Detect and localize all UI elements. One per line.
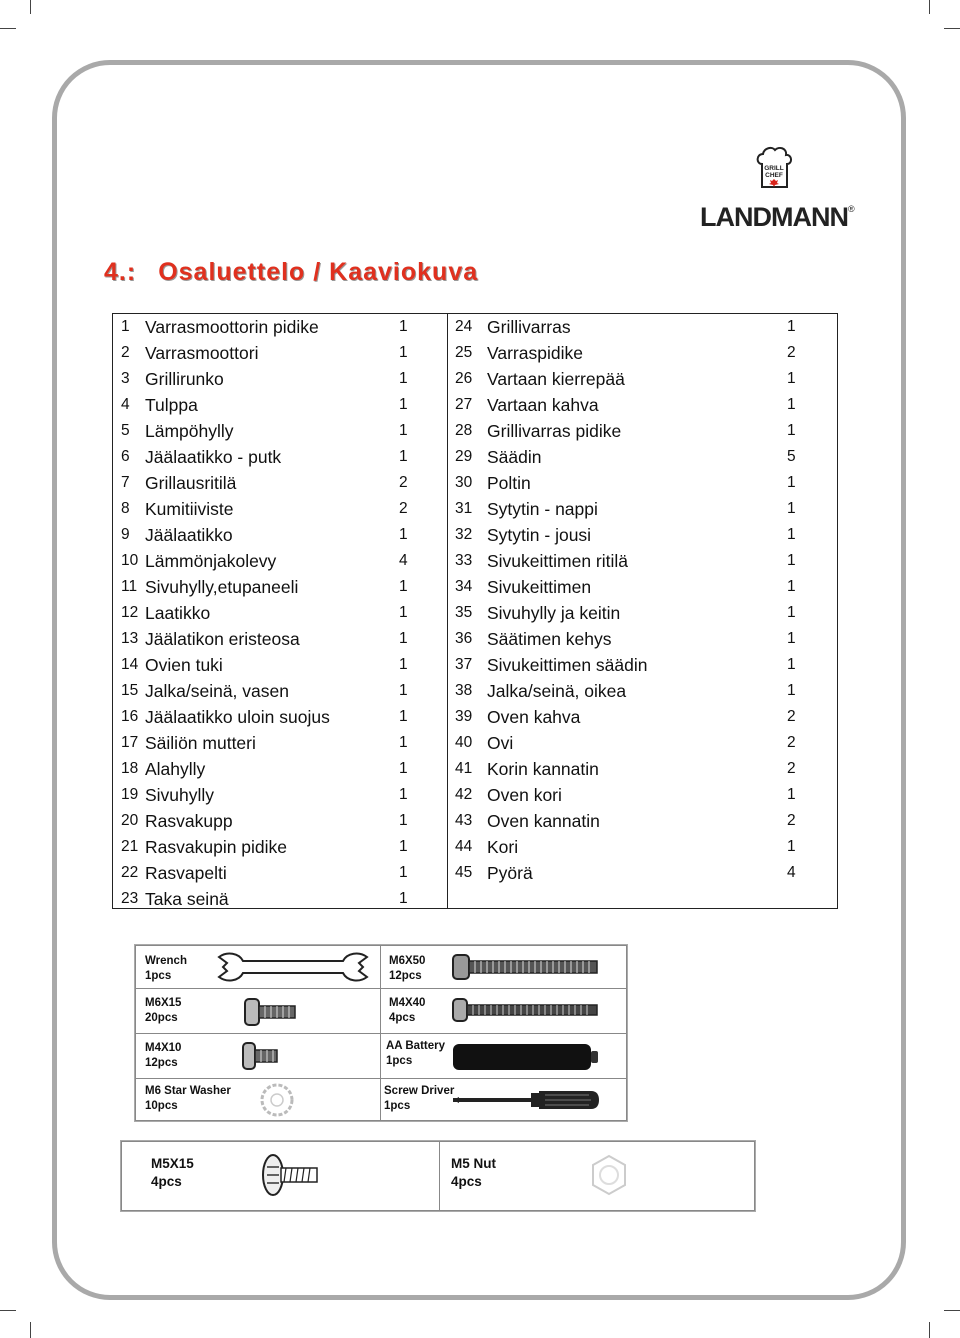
hardware-table-2 — [120, 1140, 756, 1212]
hardware-qty: 10pcs — [145, 1100, 178, 1112]
part-name: Poltin — [487, 473, 531, 493]
part-qty: 1 — [399, 370, 408, 387]
nut-icon — [589, 1153, 629, 1197]
part-name: Ovi — [487, 733, 514, 753]
hardware-qty: 12pcs — [145, 1057, 178, 1069]
part-qty: 1 — [399, 604, 408, 621]
part-qty: 2 — [787, 344, 796, 361]
hardware-name: Screw Driver — [384, 1085, 455, 1097]
crop-mark — [944, 28, 960, 29]
part-number: 18 — [121, 760, 139, 777]
table-row — [113, 860, 447, 886]
table-row — [113, 756, 447, 782]
hardware-name: M6X50 — [389, 955, 426, 967]
hardware-qty: 1pcs — [384, 1100, 411, 1112]
part-qty: 1 — [399, 344, 408, 361]
part-name: Grillivarras pidike — [487, 421, 622, 441]
hardware-name: M6X15 — [145, 997, 182, 1009]
part-number: 13 — [121, 630, 139, 647]
part-qty: 2 — [399, 500, 408, 517]
part-name: Sivuhylly ja keitin — [487, 603, 621, 623]
table-row — [447, 704, 839, 730]
chef-hat-icon — [754, 146, 794, 190]
table-row — [113, 782, 447, 808]
part-name: Säädin — [487, 447, 542, 467]
part-number: 37 — [455, 656, 473, 673]
part-qty: 1 — [399, 864, 408, 881]
small-screw-icon — [241, 1041, 281, 1071]
table-row — [113, 808, 447, 834]
part-qty: 1 — [399, 890, 408, 907]
hat-text-line2: CHEF — [765, 172, 783, 179]
page-title — [104, 258, 478, 287]
part-qty: 1 — [399, 526, 408, 543]
crop-mark — [0, 28, 16, 29]
long-screw-icon — [451, 997, 601, 1023]
part-qty: 1 — [787, 318, 796, 335]
part-name: Sivukeittimen ritilä — [487, 551, 629, 571]
part-number: 3 — [121, 370, 130, 387]
part-qty: 2 — [787, 708, 796, 725]
table-row — [113, 418, 447, 444]
hardware-label — [389, 996, 425, 1026]
table-row — [447, 730, 839, 756]
part-number: 19 — [121, 786, 139, 803]
crop-mark — [0, 1310, 16, 1311]
table-row — [447, 366, 839, 392]
table-row — [447, 834, 839, 860]
part-qty: 5 — [787, 448, 796, 465]
part-qty: 1 — [399, 448, 408, 465]
table-row — [447, 548, 839, 574]
part-qty: 4 — [787, 864, 796, 881]
table-row — [113, 366, 447, 392]
part-name: Lämmönjakolevy — [145, 551, 277, 571]
part-qty: 1 — [399, 708, 408, 725]
table-row — [447, 860, 839, 886]
table-row — [113, 496, 447, 522]
part-name: Sytytin - nappi — [487, 499, 598, 519]
part-name: Alahylly — [145, 759, 206, 779]
part-number: 14 — [121, 656, 139, 673]
part-qty: 2 — [787, 760, 796, 777]
table-row — [113, 600, 447, 626]
hardware-qty: 4pcs — [451, 1174, 482, 1189]
brand-text: LANDMANN — [700, 202, 848, 232]
hardware-name: Wrench — [145, 955, 187, 967]
part-qty: 2 — [787, 812, 796, 829]
star-washer-icon — [259, 1082, 295, 1118]
landmann-logo — [700, 146, 860, 236]
hardware-label — [384, 1084, 454, 1114]
part-qty: 1 — [399, 318, 408, 335]
short-bolt-icon — [243, 997, 299, 1027]
table-row — [113, 574, 447, 600]
battery-icon — [451, 1040, 601, 1074]
part-number: 34 — [455, 578, 473, 595]
hardware-name: M5X15 — [151, 1156, 194, 1171]
part-qty: 2 — [399, 474, 408, 491]
part-name: Korin kannatin — [487, 759, 599, 779]
table-row — [113, 392, 447, 418]
table-row — [113, 444, 447, 470]
section-number: 4.: — [104, 258, 137, 286]
part-number: 7 — [121, 474, 130, 491]
hardware-qty: 4pcs — [389, 1012, 416, 1024]
crop-mark — [944, 1310, 960, 1311]
table-row — [447, 522, 839, 548]
part-qty: 1 — [399, 656, 408, 673]
part-qty: 1 — [787, 422, 796, 439]
part-name: Oven kori — [487, 785, 562, 805]
part-number: 27 — [455, 396, 473, 413]
part-name: Kori — [487, 837, 519, 857]
part-qty: 1 — [399, 422, 408, 439]
part-number: 10 — [121, 552, 139, 569]
table-row — [447, 314, 839, 340]
part-number: 41 — [455, 760, 473, 777]
table-row — [113, 548, 447, 574]
table-row — [447, 756, 839, 782]
part-qty: 1 — [787, 682, 796, 699]
part-number: 4 — [121, 396, 130, 413]
hardware-label — [451, 1155, 496, 1191]
crop-mark — [929, 0, 930, 14]
part-number: 1 — [121, 318, 130, 335]
part-name: Varraspidike — [487, 343, 583, 363]
table-row — [113, 652, 447, 678]
part-number: 43 — [455, 812, 473, 829]
part-qty: 1 — [399, 578, 408, 595]
part-number: 31 — [455, 500, 473, 517]
part-name: Vartaan kahva — [487, 395, 599, 415]
part-name: Jäälatikon eristeosa — [145, 629, 300, 649]
part-name: Grillivarras — [487, 317, 571, 337]
part-qty: 1 — [399, 682, 408, 699]
part-qty: 1 — [787, 370, 796, 387]
part-name: Laatikko — [145, 603, 211, 623]
hardware-label — [145, 996, 181, 1026]
part-qty: 1 — [399, 812, 408, 829]
table-row — [447, 496, 839, 522]
part-number: 20 — [121, 812, 139, 829]
part-number: 39 — [455, 708, 473, 725]
hardware-qty: 12pcs — [389, 970, 422, 982]
part-number: 11 — [121, 578, 138, 595]
table-row — [113, 340, 447, 366]
part-qty: 1 — [399, 630, 408, 647]
part-number: 42 — [455, 786, 473, 803]
part-qty: 1 — [787, 630, 796, 647]
hardware-name: M6 Star Washer — [145, 1085, 231, 1097]
table-row — [447, 782, 839, 808]
table-row — [447, 392, 839, 418]
crop-mark — [30, 1322, 31, 1338]
part-number: 15 — [121, 682, 139, 699]
part-name: Säätimen kehys — [487, 629, 612, 649]
part-name: Jäälaatikko uloin suojus — [145, 707, 330, 727]
part-qty: 1 — [399, 760, 408, 777]
part-name: Sivuhylly,etupaneeli — [145, 577, 299, 597]
part-qty: 1 — [787, 474, 796, 491]
hardware-label — [151, 1155, 194, 1191]
part-number: 36 — [455, 630, 473, 647]
crop-mark — [929, 1322, 930, 1338]
wrench-icon — [213, 951, 373, 983]
table-row — [447, 470, 839, 496]
part-qty: 1 — [787, 656, 796, 673]
table-row — [447, 340, 839, 366]
part-number: 28 — [455, 422, 473, 439]
part-qty: 1 — [787, 786, 796, 803]
part-qty: 1 — [787, 396, 796, 413]
table-row — [447, 808, 839, 834]
table-row — [113, 470, 447, 496]
part-qty: 4 — [399, 552, 408, 569]
table-row — [447, 600, 839, 626]
registered-mark: ® — [847, 204, 854, 214]
part-qty: 1 — [787, 604, 796, 621]
part-name: Sytytin - jousi — [487, 525, 592, 545]
part-name: Lämpöhylly — [145, 421, 234, 441]
part-qty: 1 — [787, 578, 796, 595]
part-number: 40 — [455, 734, 473, 751]
part-name: Sivuhylly — [145, 785, 215, 805]
part-number: 16 — [121, 708, 139, 725]
part-number: 35 — [455, 604, 473, 621]
part-qty: 1 — [399, 396, 408, 413]
part-name: Grillausritilä — [145, 473, 237, 493]
part-name: Sivukeittimen — [487, 577, 592, 597]
part-name: Rasvapelti — [145, 863, 227, 883]
table-row — [113, 886, 447, 912]
long-bolt-icon — [451, 953, 601, 981]
part-name: Rasvakupin pidike — [145, 837, 288, 857]
parts-table — [112, 313, 838, 909]
part-qty: 1 — [399, 786, 408, 803]
part-number: 6 — [121, 448, 130, 465]
part-number: 33 — [455, 552, 473, 569]
part-number: 21 — [121, 838, 139, 855]
hat-text-line1: GRILL — [764, 165, 784, 172]
part-number: 12 — [121, 604, 139, 621]
table-row — [447, 652, 839, 678]
hardware-label — [386, 1039, 445, 1069]
part-number: 9 — [121, 526, 130, 543]
table-row — [447, 574, 839, 600]
table-row — [447, 418, 839, 444]
hardware-name: M4X10 — [145, 1042, 182, 1054]
hardware-label — [145, 1084, 231, 1114]
hardware-label — [145, 954, 187, 984]
table-row — [113, 678, 447, 704]
part-name: Oven kahva — [487, 707, 581, 727]
hardware-qty: 4pcs — [151, 1174, 182, 1189]
part-name: Rasvakupp — [145, 811, 233, 831]
hardware-label — [389, 954, 425, 984]
part-name: Varrasmoottorin pidike — [145, 317, 319, 337]
part-number: 38 — [455, 682, 473, 699]
table-row — [113, 626, 447, 652]
table-row — [113, 834, 447, 860]
part-number: 25 — [455, 344, 473, 361]
part-number: 2 — [121, 344, 130, 361]
part-name: Varrasmoottori — [145, 343, 259, 363]
hardware-label — [145, 1041, 181, 1071]
part-name: Jäälaatikko - putk — [145, 447, 282, 467]
part-qty: 1 — [787, 838, 796, 855]
table-row — [447, 678, 839, 704]
part-name: Oven kannatin — [487, 811, 600, 831]
part-number: 23 — [121, 890, 139, 907]
hardware-name: M4X40 — [389, 997, 426, 1009]
part-qty: 2 — [787, 734, 796, 751]
table-row — [113, 314, 447, 340]
part-name: Vartaan kierrepää — [487, 369, 625, 389]
part-qty: 1 — [787, 552, 796, 569]
table-row — [447, 444, 839, 470]
section-title: Osaluettelo / Kaaviokuva — [158, 258, 479, 286]
table-row — [113, 730, 447, 756]
part-name: Jalka/seinä, vasen — [145, 681, 289, 701]
part-number: 26 — [455, 370, 473, 387]
part-number: 24 — [455, 318, 473, 335]
part-name: Kumitiiviste — [145, 499, 234, 519]
part-qty: 1 — [399, 838, 408, 855]
hardware-qty: 1pcs — [145, 970, 172, 982]
part-number: 17 — [121, 734, 139, 751]
part-qty: 1 — [787, 500, 796, 517]
part-name: Pyörä — [487, 863, 533, 883]
part-name: Sivukeittimen säädin — [487, 655, 648, 675]
part-number: 30 — [455, 474, 473, 491]
part-number: 22 — [121, 864, 139, 881]
screwdriver-icon — [451, 1087, 601, 1113]
part-name: Grillirunko — [145, 369, 224, 389]
table-row — [447, 626, 839, 652]
part-number: 5 — [121, 422, 130, 439]
bolt-icon — [261, 1151, 321, 1199]
hardware-name: M5 Nut — [451, 1156, 496, 1171]
crop-mark — [30, 0, 31, 14]
part-number: 44 — [455, 838, 473, 855]
table-row — [113, 522, 447, 548]
part-number: 32 — [455, 526, 473, 543]
hardware-name: AA Battery — [386, 1040, 446, 1052]
table-row — [113, 704, 447, 730]
part-name: Taka seinä — [145, 889, 229, 909]
part-name: Jäälaatikko — [145, 525, 233, 545]
part-number: 8 — [121, 500, 130, 517]
part-name: Jalka/seinä, oikea — [487, 681, 627, 701]
part-number: 45 — [455, 864, 473, 881]
part-name: Säiliön mutteri — [145, 733, 256, 753]
brand-name — [700, 202, 854, 233]
part-name: Ovien tuki — [145, 655, 223, 675]
part-qty: 1 — [399, 734, 408, 751]
hardware-qty: 20pcs — [145, 1012, 178, 1024]
hardware-qty: 1pcs — [386, 1055, 413, 1067]
hardware-table — [134, 944, 628, 1122]
part-qty: 1 — [787, 526, 796, 543]
part-name: Tulppa — [145, 395, 198, 415]
part-number: 29 — [455, 448, 473, 465]
